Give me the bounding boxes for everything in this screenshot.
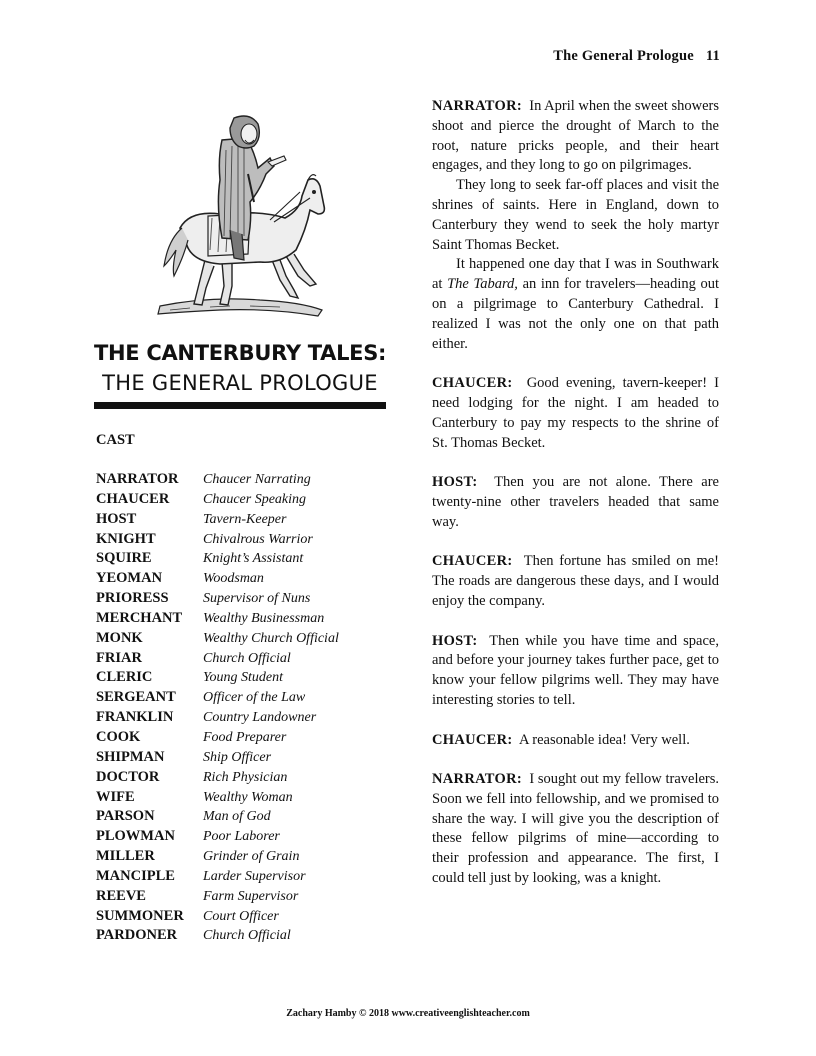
cast-row	[96, 907, 396, 927]
cast-role: REEVE	[96, 887, 146, 904]
speaker-label: NARRATOR:	[432, 771, 522, 788]
script-paragraph	[432, 552, 719, 611]
cast-role: FRANKLIN	[96, 709, 174, 726]
cast-row	[96, 668, 396, 688]
cast-row	[96, 748, 396, 768]
speaker-label: CHAUCER:	[432, 731, 513, 748]
cast-description: Poor Laborer	[203, 829, 280, 845]
cast-heading: CAST	[96, 432, 135, 448]
cast-description: Officer of the Law	[203, 690, 306, 706]
cast-role: WIFE	[96, 788, 135, 805]
cast-role: MILLER	[96, 848, 155, 865]
cast-row	[96, 708, 396, 728]
cast-description: Wealthy Businessman	[203, 610, 325, 626]
cast-row	[96, 887, 396, 907]
script-column	[432, 97, 719, 889]
cast-description: Rich Physician	[203, 769, 288, 785]
cast-description: Chaucer Narrating	[203, 472, 311, 487]
cast-role: SERGEANT	[96, 689, 176, 706]
cast-role: CLERIC	[96, 669, 153, 686]
speaker-label: CHAUCER:	[432, 375, 513, 392]
cast-role: KNIGHT	[96, 530, 156, 547]
cast-description: Supervisor of Nuns	[203, 591, 311, 607]
cast-role: HOST	[96, 510, 137, 527]
page-footer: Zachary Hamby © 2018 www.creativeenglishteacher.com	[286, 1008, 530, 1019]
header-title: The General Prologue	[553, 48, 694, 64]
speaker-label: CHAUCER:	[432, 553, 513, 570]
cast-role: PRIORESS	[96, 590, 169, 607]
cast-description: Court Officer	[203, 908, 279, 924]
cast-role: PARSON	[96, 808, 155, 825]
cast-row	[96, 470, 396, 490]
inn-name: The Tabard,	[447, 276, 518, 293]
cast-row	[96, 629, 396, 649]
cast-description: Knight’s Assistant	[203, 551, 304, 567]
speaker-label: HOST:	[432, 474, 478, 491]
script-paragraph	[432, 632, 719, 711]
dialogue-text: They long to seek far-off places and visit the shrines of saints. Here in England, down to Canterbury they wend to seek the holy martyr Saint Thomas Becket.	[432, 177, 719, 253]
cast-row	[96, 847, 396, 867]
cast-description: Church Official	[203, 650, 291, 666]
cast-row	[96, 688, 396, 708]
book-subtitle: THE GENERAL PROLOGUE	[102, 371, 378, 395]
script-paragraph	[432, 97, 719, 176]
cast-list	[96, 470, 396, 946]
cast-row	[96, 867, 396, 887]
book-title: THE CANTERBURY TALES:	[94, 341, 387, 365]
cast-role: FRIAR	[96, 649, 142, 666]
cast-row	[96, 510, 396, 530]
cast-description: Chivalrous Warrior	[203, 531, 313, 547]
cast-role: PLOWMAN	[96, 828, 175, 845]
speaker-label: HOST:	[432, 632, 478, 649]
script-paragraph	[432, 770, 719, 889]
dialogue-text: Then while you have time and space, and before your journey takes further pace, get to know your fellow pilgrims well. They may have interesting stories to tell.	[432, 632, 719, 708]
script-paragraph	[432, 374, 719, 453]
cast-row	[96, 589, 396, 609]
script-paragraph	[432, 255, 719, 354]
running-header	[553, 48, 720, 65]
cast-description: Farm Supervisor	[203, 888, 299, 904]
cast-description: Tavern-Keeper	[203, 511, 287, 527]
cast-description: Church Official	[203, 928, 291, 944]
cast-description: Food Preparer	[203, 729, 287, 745]
cast-role: CHAUCER	[96, 490, 170, 507]
page-number: 11	[705, 48, 720, 64]
cast-role: COOK	[96, 728, 141, 745]
dialogue-text: Then fortune has smiled on me! The roads are dangerous these days, and I would enjoy the company.	[432, 553, 719, 609]
dialogue-text: In April when the sweet showers shoot and pierce the drought of March to the root, nature pricks people, and their heart engages, and they long to go on pilgrimages.	[432, 98, 720, 174]
dialogue-text: A reasonable idea! Very well.	[519, 731, 690, 748]
script-paragraph	[432, 731, 719, 751]
cast-row	[96, 768, 396, 788]
cast-row	[96, 827, 396, 847]
cast-role: MONK	[96, 629, 143, 646]
cast-row	[96, 926, 396, 946]
dialogue-text: I sought out my fellow travelers. Soon we fell into fellowship, and we promised to share the way. I will give you the description of these fellow pilgrims of mine—according to their profession and appearance. The first, I could tell just by looking, was a knight.	[432, 771, 720, 887]
cast-role: YEOMAN	[96, 570, 163, 587]
script-paragraph	[432, 473, 719, 532]
dialogue-text: an inn for travelers—heading out on a pilgrimage to Canterbury Cathedral. I realized I was not the only one on that path either.	[432, 276, 720, 352]
title-rule	[94, 402, 386, 409]
script-paragraph	[432, 176, 719, 255]
cast-description: Ship Officer	[203, 749, 272, 765]
cast-row	[96, 807, 396, 827]
cast-role: MANCIPLE	[96, 867, 175, 884]
cast-description: Wealthy Woman	[203, 789, 293, 805]
chaucer-on-horse-illustration	[150, 110, 328, 322]
cast-row	[96, 549, 396, 569]
cast-description: Wealthy Church Official	[203, 630, 339, 646]
cast-description: Larder Supervisor	[203, 868, 306, 884]
cast-role: PARDONER	[96, 927, 178, 944]
cast-row	[96, 530, 396, 550]
cast-role: SQUIRE	[96, 550, 152, 567]
cast-role: DOCTOR	[96, 768, 160, 785]
cast-description: Man of God	[203, 809, 271, 825]
dialogue-text: Then you are not alone. There are twenty-nine other travelers headed that same way.	[432, 474, 719, 530]
cast-description: Country Landowner	[203, 710, 317, 726]
cast-row	[96, 728, 396, 748]
dialogue-text: Good evening, tavern-keeper! I need lodging for the night. I am headed to Canterbury to pay my respects to the shrine of St. Thomas Becket.	[432, 375, 719, 451]
cast-row	[96, 490, 396, 510]
cast-row	[96, 788, 396, 808]
cast-role: SUMMONER	[96, 907, 184, 924]
cast-row	[96, 569, 396, 589]
cast-row	[96, 649, 396, 669]
speaker-label: NARRATOR:	[432, 98, 522, 114]
cast-description: Grinder of Grain	[203, 849, 300, 865]
cast-row	[96, 609, 396, 629]
cast-description: Chaucer Speaking	[203, 491, 307, 507]
dialogue-text: It happened one day that I was in Southwark at	[432, 256, 719, 293]
cast-description: Woodsman	[203, 571, 264, 587]
cast-role: NARRATOR	[96, 471, 179, 487]
cast-role: SHIPMAN	[96, 748, 165, 765]
cast-description: Young Student	[203, 670, 283, 686]
cast-role: MERCHANT	[96, 609, 183, 626]
